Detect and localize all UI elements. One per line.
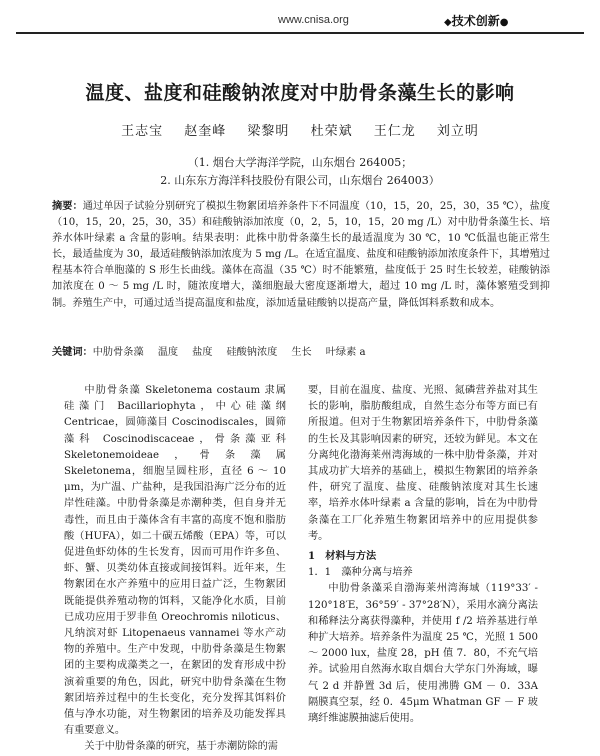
header-rule [16,32,584,34]
author: 杜荣斌 [310,124,353,139]
author-list [0,120,600,139]
keyword: 盐度 [192,347,213,358]
body-paragraph: 关于中肋骨条藻的研究，基于赤潮防除的需 [84,741,278,753]
subsection-heading: 1．1 藻种分离与培养 [308,567,413,579]
keyword: 生长 [291,347,312,358]
dot-icon: ● [499,17,509,28]
keyword: 硅酸钠浓度 [226,347,278,358]
affiliation-2: 2. 山东东方海洋科技股份有限公司，山东烟台 264003） [160,174,440,187]
keyword: 叶绿素 a [325,347,366,358]
section-badge [444,12,508,29]
section-heading: 1 材料与方法 [308,550,377,563]
author: 王仁龙 [373,124,416,139]
abstract-text: 通过单因子试验分别研究了模拟生物絮团培养条件下不同温度（10，15，20，25，30，35 ℃），盐度（10，15，20，25，30，35）和硅酸钠添加浓度（0，2，5，10，15，20 mg /L）对中肋骨条藻生长、培养水体叶绿素 a 含量的影响。结果表明：此株中肋骨条藻生长的最适温度为 30 ℃，10 ℃低温也能正常生长，最适盐度为 30，最适硅酸钠添加浓度为 5 mg /L。在适宜温度、盐度和硅酸钠添加浓度条件下，其增殖过程基本符合单胞藻的 S 形生长曲线。藻体在高温（35 ℃）时不能繁殖，盐度低于 25 时生长较差，硅酸钠添加浓度在 0 ～ 5 mg /L 时，随浓度增大，藻细胞最大密度逐渐增大，超过 10 mg /L 时，藻体繁殖受到抑制。养殖生产中，可通过适当提高温度和盐度，添加适量硅酸钠以提高产量，降低饵料系数和成本。 [52,201,551,309]
body-column-left [64,383,286,756]
body-column-right [308,383,538,727]
keyword: 温度 [157,347,179,358]
author: 王志宝 [121,124,164,139]
section-badge-label: 技术创新 [451,14,500,28]
author: 刘立明 [436,124,479,139]
author: 赵奎峰 [184,124,227,139]
body-paragraph: 要，目前在温度、盐度、光照、氮磷营养盐对其生长的影响，脂肪酸组成，自然生态分布等方面已有所报道。但对于生物絮团培养条件下，中肋骨条藻的生长及其影响因素的研究，还较为鲜见。本文在分离纯化渤海莱州湾海域的一株中肋骨条藻，并对其成功扩大培养的基础上，模拟生物絮团的培养条件，研究了温度、盐度、硅酸钠浓度对其生长速率，培养水体叶绿素 a 含量的影响，旨在为中肋骨条藻在工厂化养殖生物絮团培养中的应用提供参考。 [308,385,538,542]
abstract-label: 摘要： [52,200,83,212]
body-paragraph: 中肋骨条藻 Skeletonema costaum 隶属硅藻门 Bacillariophyta，中心硅藻纲 Centricae，圆筛藻目 Coscinodiscales，圆筛藻科 Coscinodiscaceae，骨条藻亚科 Skeletonemoideae，骨条藻属 Skeletonema，细胞呈圆柱形，直径 6 ～ 10 μm，为广温、广盐种，是我国沿海广泛分布的近岸性硅藻。中肋骨条藻是赤潮种类，但自身并无毒性，而且由于藻体含有丰富的高度不饱和脂肪酸（HUFA），如二十碳五烯酸（EPA）等，可以促进鱼虾幼体的生长发育，因而可用作许多鱼、虾、蟹、贝类幼体直接或间接饵料。近年来，生物絮团在水产养殖中的应用日益广泛，生物絮团既能提供养殖动物的饵料，又能净化水质，目前已成功应用于罗非鱼 Oreochromis niloticus、凡纳滨对虾 Litopenaeus vannamei 等水产动物的养殖中。生产中发现，中肋骨条藻是生物絮团的主要构成藻类之一，在絮团的发育形成中扮演着重要的角色，因此，研究中肋骨条藻在生物絮团培养过程中的生长变化，充分发挥其饵料价值与净水功能，对生物絮团的培养及功能发挥具有重要意义。 [64,385,286,737]
abstract [52,198,550,312]
affiliation-1: （1. 烟台大学海洋学院，山东烟台 264005； [187,156,413,169]
author: 梁黎明 [247,124,290,139]
keywords-label: 关键词： [52,346,93,358]
paper-title: 温度、盐度和硅酸钠浓度对中肋骨条藻生长的影响 [85,82,515,104]
body-paragraph: 中肋骨条藻采自渤海莱州湾海域（119°33′ - 120°18′E，36°59′ - 37°28′N），采用水滴分离法和稀释法分离获得藻种，并使用 f /2 培养基进行单种扩大培养。培养条件为温度 25 ℃，光照 1 500 ～ 2000 lux，盐度 28，pH 值 7．80，不充气培养。试验用自然海水取自烟台大学东门外海域，曝气 2 d 并静置 3d 后，使用沸腾 GM － 0．33A 隔膜真空泵，经 0．45μm Whatman GF － F 玻璃纤维滤膜抽滤后使用。 [308,583,538,725]
diamond-icon: ◆ [444,17,452,28]
keywords [52,343,550,358]
keyword: 中肋骨条藻 [92,347,144,358]
website-url: www.cnisa.org [278,14,349,26]
